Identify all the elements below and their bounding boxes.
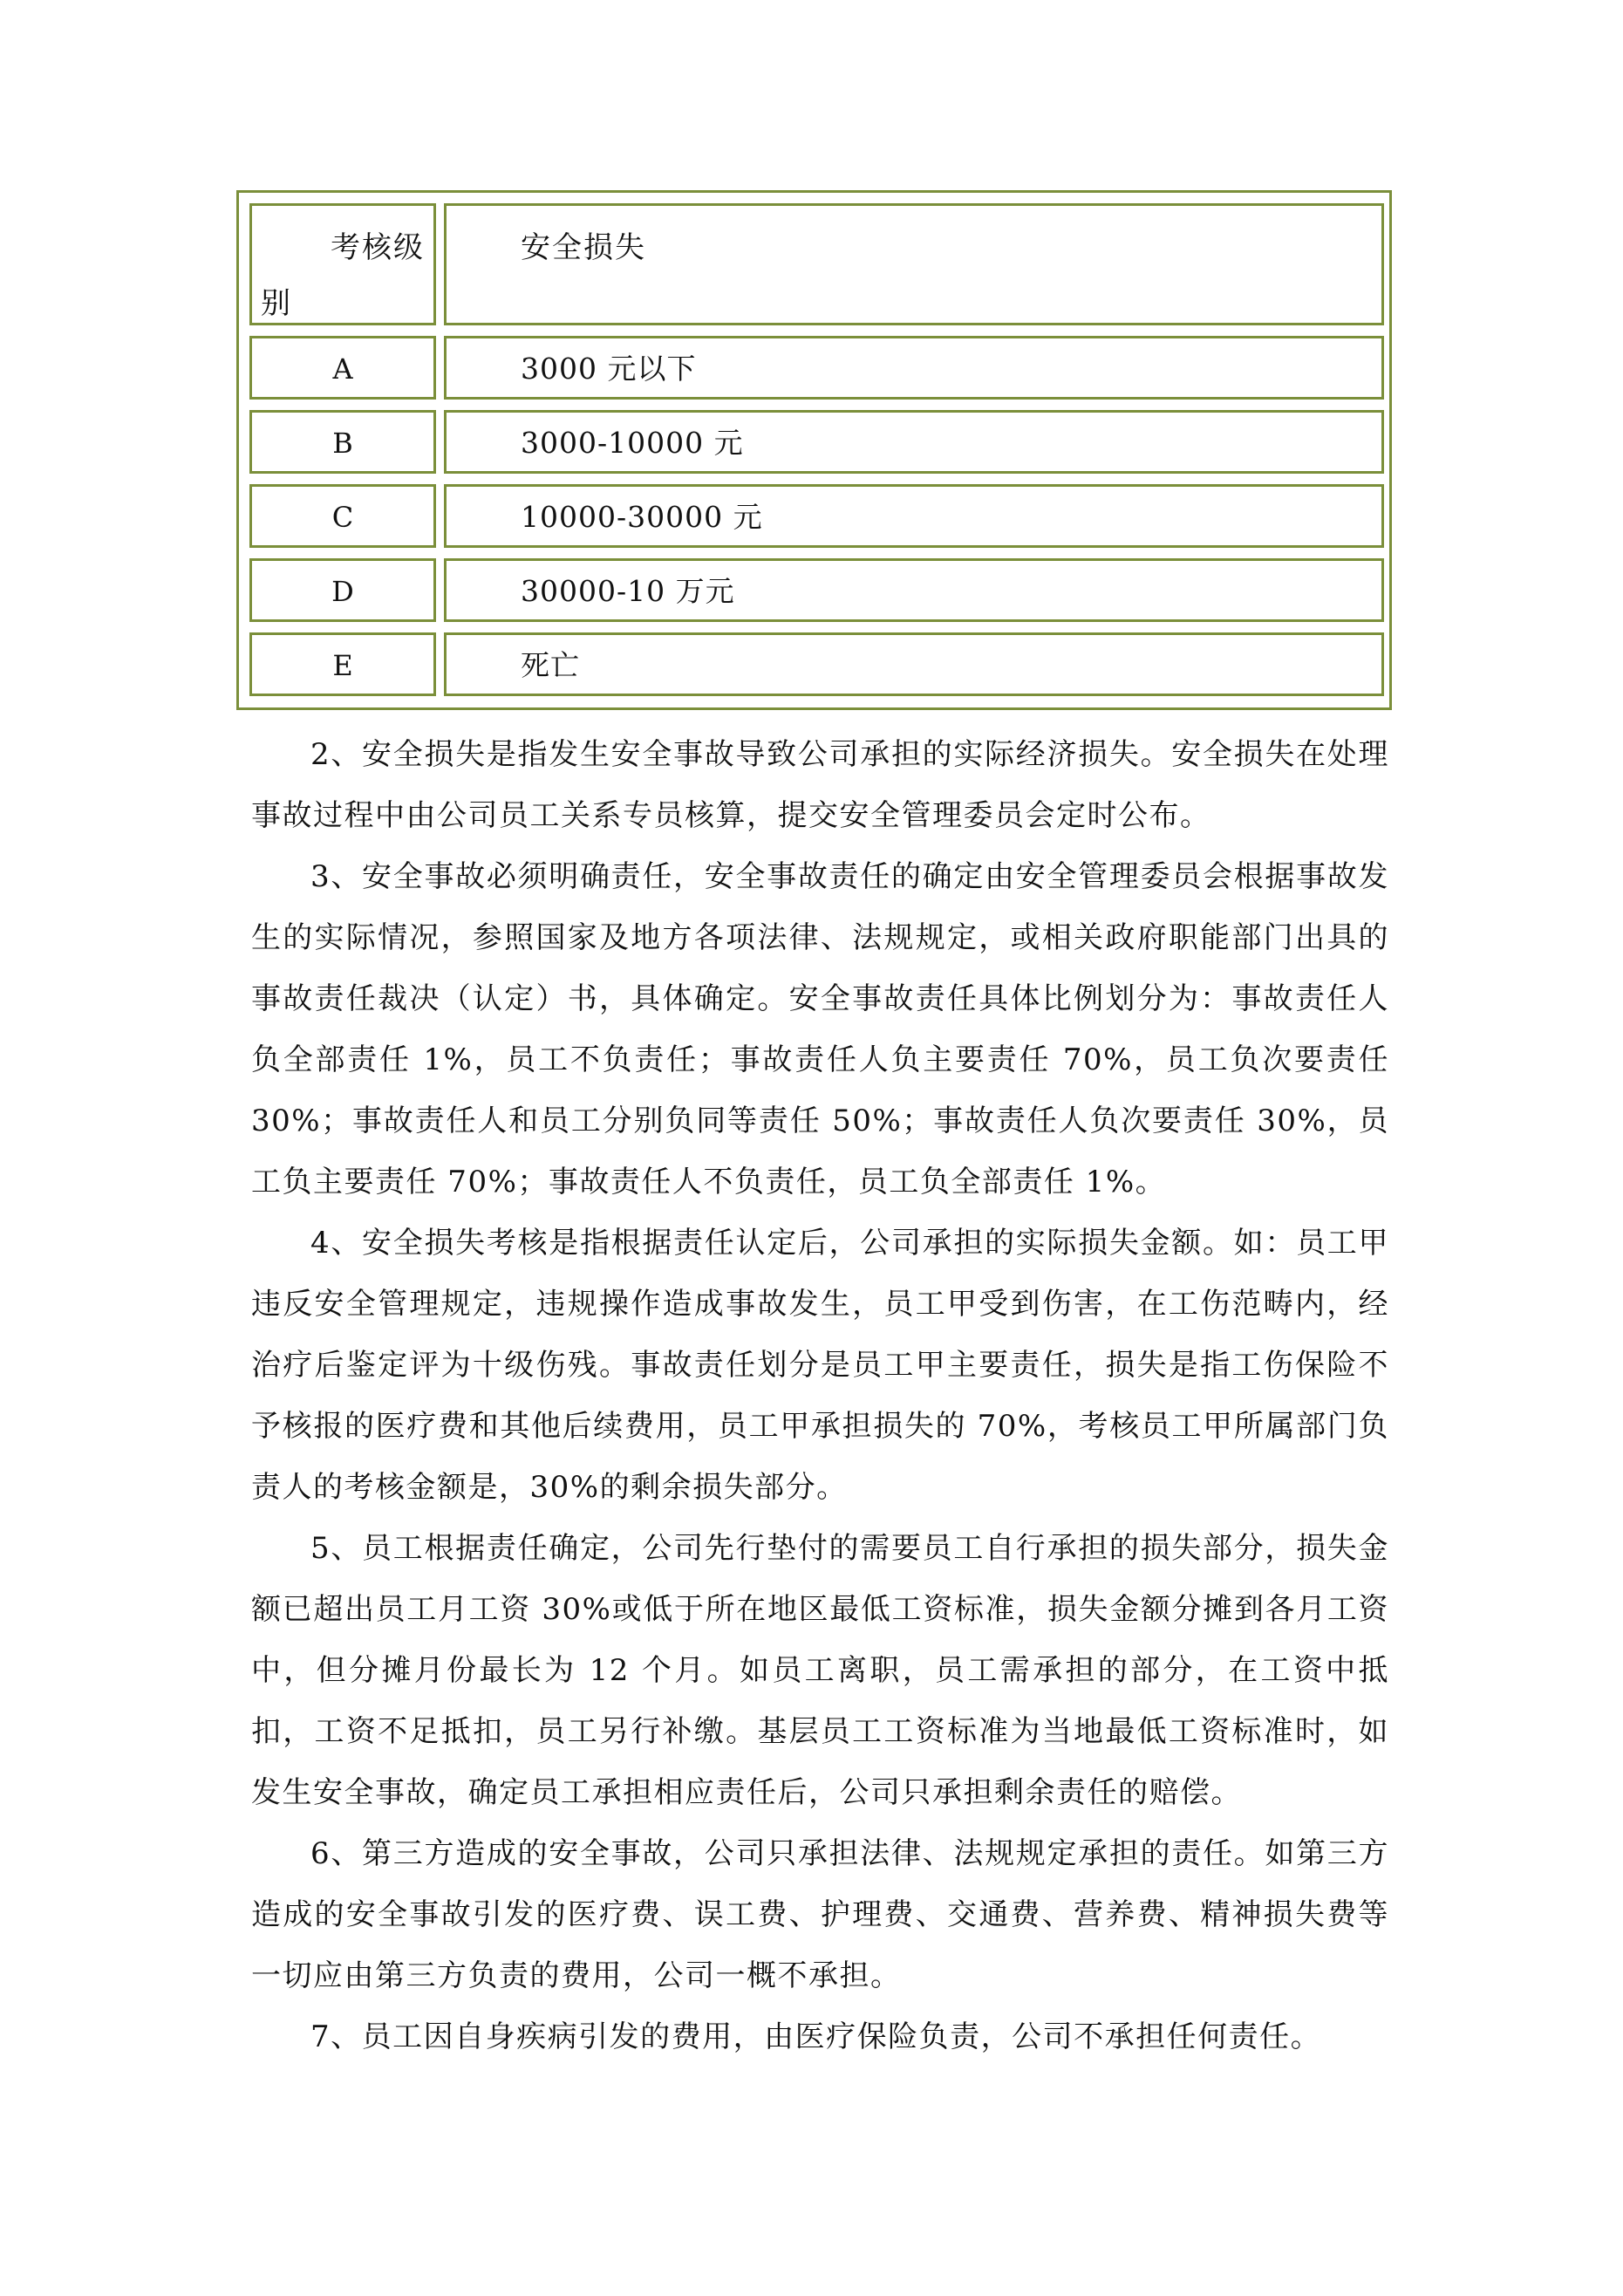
paragraph-3: 3、安全事故必须明确责任，安全事故责任的确定由安全管理委员会根据事故发生的实际情况，参照国家及地方各项法律、法规规定，或相关政府职能部门出具的事故责任裁决（认定）书，具体确定。安全事故责任具体比例划分为：事故责任人负全部责任 1%，员工不负责任；事故责任人负主要责任 70%，员工负次要责任 30%；事故责任人和员工分别负同等责任 50%；事故责任人负次要责任 30%，员工负主要责任 70%；事故责任人不负责任，员工负全部责任 1%。 — [251, 859, 1389, 1199]
header-cell-grade — [249, 203, 436, 325]
loss-value: 10000-30000 元 — [521, 500, 763, 534]
table-row — [249, 484, 1384, 548]
loss-cell — [444, 632, 1384, 696]
loss-cell — [444, 484, 1384, 548]
loss-value: 30000-10 万元 — [521, 574, 735, 608]
loss-value: 3000-10000 元 — [521, 426, 744, 460]
grade-value: C — [331, 501, 354, 534]
paragraph-7: 7、员工因自身疾病引发的费用，由医疗保险负责，公司不承担任何责任。 — [310, 2019, 1322, 2054]
paragraph-6: 6、第三方造成的安全事故，公司只承担法律、法规规定承担的责任。如第三方造成的安全事故引发的医疗费、误工费、护理费、交通费、营养费、精神损失费等一切应由第三方负责的费用，公司一概不承担。 — [251, 1836, 1389, 1993]
grade-cell — [249, 410, 436, 474]
grade-cell — [249, 484, 436, 548]
paragraph-2: 2、安全损失是指发生安全事故导致公司承担的实际经济损失。安全损失在处理事故过程中由公司员工关系专员核算，提交安全管理委员会定时公布。 — [251, 737, 1389, 833]
header-grade-label: 考核级别 — [261, 230, 425, 321]
loss-cell — [444, 558, 1384, 622]
loss-value: 死亡 — [521, 648, 580, 682]
header-loss-label: 安全损失 — [521, 230, 646, 265]
grade-value: B — [332, 427, 353, 460]
grade-cell — [249, 632, 436, 696]
header-cell-loss — [444, 203, 1384, 325]
safety-loss-grade-table — [236, 190, 1392, 710]
loss-value: 3000 元以下 — [521, 352, 697, 386]
table-row — [249, 558, 1384, 622]
grade-value: E — [332, 649, 353, 682]
table-row — [249, 410, 1384, 474]
body-text — [251, 724, 1389, 2067]
paragraph-4: 4、安全损失考核是指根据责任认定后，公司承担的实际损失金额。如：员工甲违反安全管理规定，违规操作造成事故发生，员工甲受到伤害，在工伤范畴内，经治疗后鉴定评为十级伤残。事故责任划分是员工甲主要责任，损失是指工伤保险不予核报的医疗费和其他后续费用，员工甲承担损失的 70%，考核员工甲所属部门负责人的考核金额是，30%的剩余损失部分。 — [251, 1226, 1389, 1505]
grade-value: D — [331, 575, 354, 608]
table-header-row — [249, 203, 1384, 325]
grade-value: A — [332, 352, 353, 386]
grade-cell — [249, 558, 436, 622]
grade-cell — [249, 336, 436, 400]
table-row — [249, 336, 1384, 400]
loss-cell — [444, 336, 1384, 400]
paragraph-5: 5、员工根据责任确定，公司先行垫付的需要员工自行承担的损失部分，损失金额已超出员工月工资 30%或低于所在地区最低工资标准，损失金额分摊到各月工资中，但分摊月份最长为 12 个月。如员工离职，员工需承担的部分，在工资中抵扣，工资不足抵扣，员工另行补缴。基层员工工资标准为当地最低工资标准时，如发生安全事故，确定员工承担相应责任后，公司只承担剩余责任的赔偿。 — [251, 1531, 1389, 1810]
loss-cell — [444, 410, 1384, 474]
table-row — [249, 632, 1384, 696]
